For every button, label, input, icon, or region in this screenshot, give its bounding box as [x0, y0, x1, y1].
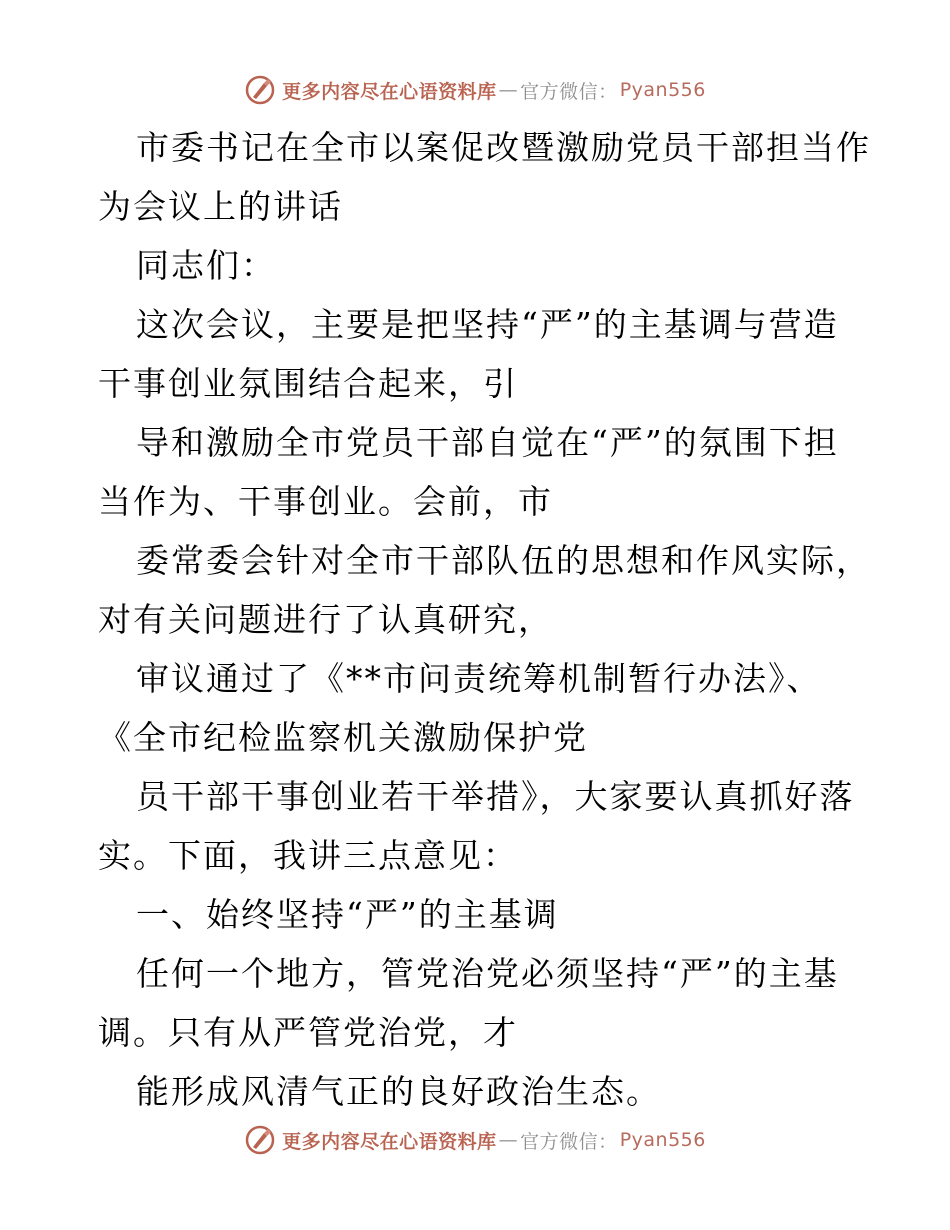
text-line: 能形成风清气正的良好政治生态。 [136, 1072, 661, 1111]
banner-wechat-id: Pyan556 [619, 79, 706, 101]
banner-wechat-id: Pyan556 [619, 1129, 706, 1151]
text-line: 对有关问题进行了认真研究， [98, 600, 553, 639]
text-line: 《全市纪检监察机关激励保护党 [98, 718, 588, 757]
banner-official-label: 官方微信： [520, 1130, 618, 1153]
text-line: 委常委会针对全市干部队伍的思想和作风实际， [136, 541, 871, 580]
text-line: 为会议上的讲话 [98, 187, 343, 226]
banner-separator: — [498, 79, 519, 101]
text-line: 调。只有从严管党治党，才 [98, 1013, 518, 1052]
header-watermark-banner [0, 70, 950, 110]
text-line: 当作为、干事创业。会前，市 [98, 482, 553, 521]
document-body [98, 118, 871, 1121]
text-line: 实。下面，我讲三点意见： [98, 836, 518, 875]
text-line: 员干部干事创业若干举措》，大家要认真抓好落 [136, 777, 855, 816]
pen-circle-logo-icon [244, 74, 276, 106]
pen-circle-logo-icon [244, 1124, 276, 1156]
text-line: 这次会议，主要是把坚持“严”的主基调与营造 [136, 305, 839, 344]
text-line: 市委书记在全市以案促改暨激励党员干部担当作 [136, 128, 871, 167]
text-line: 同志们： [136, 246, 276, 285]
text-line: 审议通过了《**市问责统筹机制暂行办法》、 [136, 659, 822, 698]
banner-brand-text: 更多内容尽在心语资料库 [282, 80, 497, 103]
text-line: 一、始终坚持“严”的主基调 [136, 895, 559, 934]
text-line: 干事创业氛围结合起来，引 [98, 364, 518, 403]
text-line: 导和激励全市党员干部自觉在“严”的氛围下担 [136, 423, 839, 462]
banner-separator: — [498, 1129, 519, 1151]
text-line: 任何一个地方，管党治党必须坚持“严”的主基 [136, 954, 839, 993]
banner-official-label: 官方微信： [520, 80, 618, 103]
footer-watermark-banner [0, 1120, 950, 1160]
banner-brand-text: 更多内容尽在心语资料库 [282, 1130, 497, 1153]
